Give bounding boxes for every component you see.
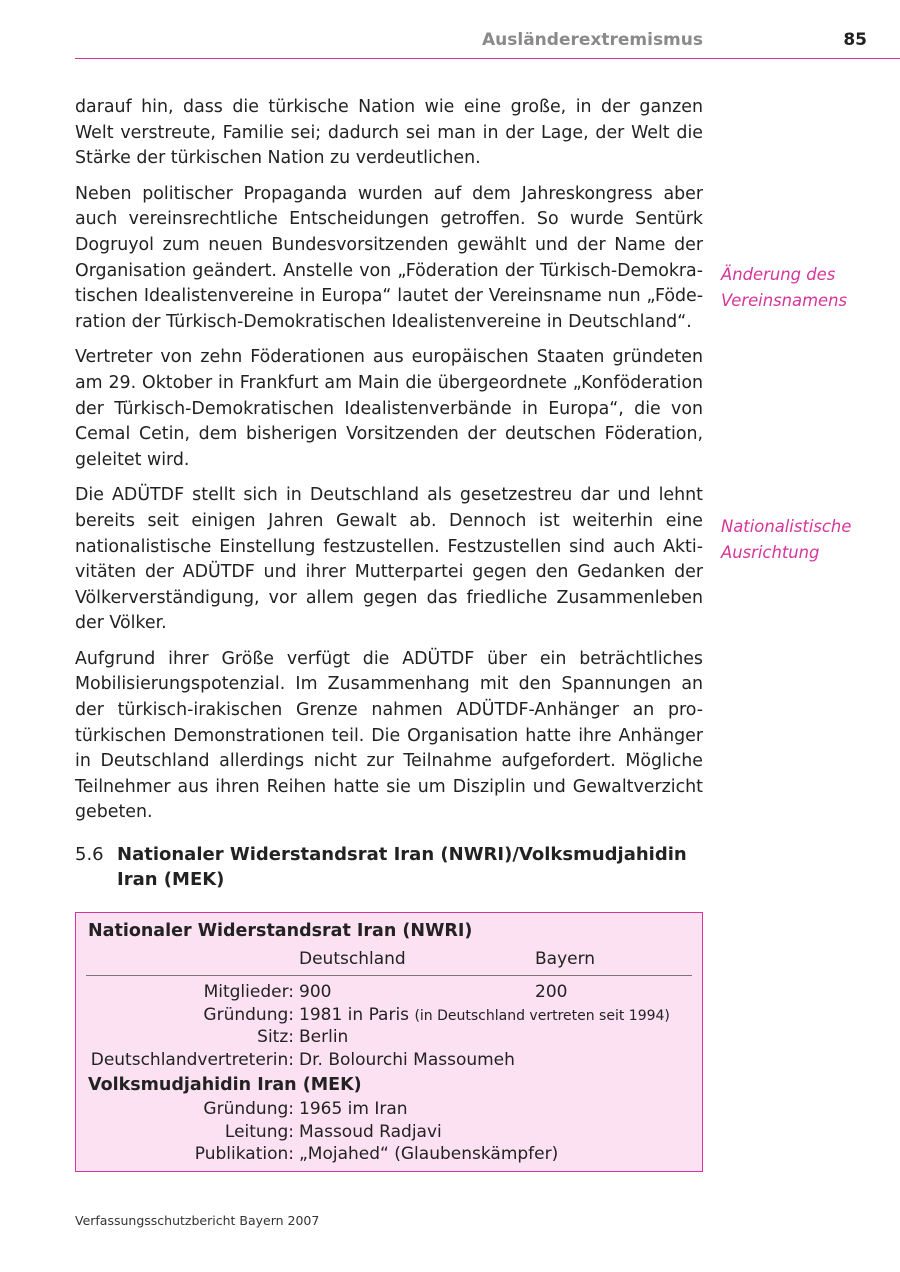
page-header xyxy=(75,28,900,59)
header-title: Ausländerextremismus xyxy=(482,30,703,50)
table-row xyxy=(76,1098,702,1121)
margin-note-nationalism xyxy=(721,514,896,565)
mek-publication-value: „Mojahed“ (Glaubenskämpfer) xyxy=(299,1144,559,1164)
seat-label: Sitz: xyxy=(257,1027,294,1047)
table-row xyxy=(76,1121,702,1144)
table-row xyxy=(76,1026,702,1049)
mek-lead-label: Leitung: xyxy=(224,1121,294,1142)
members-label: Mitglieder: xyxy=(203,982,294,1002)
paragraph: Vertreter von zehn Föderationen aus europäischen Staaten gründeten am 29. Oktober in Frankfurt am Main die übergeordnete „Konföderation der Türkisch-Demokratischen Idealistenverbände in Europa“, die von Cemal Cetin, dem bisherigen Vorsitzenden der deutschen Föderation, geleitet wird. xyxy=(75,347,703,470)
table-row xyxy=(76,1004,702,1027)
table-row xyxy=(76,1049,702,1072)
founding-place: 1981 in Paris xyxy=(299,1004,410,1025)
section-title: Nationaler Widerstandsrat Iran (NWRI)/Volksmudjahidin Iran (MEK) xyxy=(117,844,687,890)
section-number: 5.6 xyxy=(75,844,104,865)
representative-label: Deutschlandvertreterin: xyxy=(90,1049,294,1070)
margin-note-line: Ausrichtung xyxy=(721,542,820,562)
mek-lead-value: Massoud Radjavi xyxy=(299,1121,442,1142)
seat-value: Berlin xyxy=(299,1027,349,1047)
nwri-heading: Nationaler Widerstandsrat Iran (NWRI) xyxy=(88,921,473,941)
founding-value xyxy=(299,1004,670,1028)
paragraph: darauf hin, dass die türkische Nation wie eine große, in der ganzen Welt verstreute, Familie sei; dadurch sei man in der Lage, der Welt die Stärke der türkischen Nation zu verdeutlichen. xyxy=(75,97,703,169)
column-header-bavaria: Bayern xyxy=(535,949,596,969)
column-header-germany: Deutschland xyxy=(299,949,406,969)
paragraph: Aufgrund ihrer Größe verfügt die ADÜTDF über ein beträchtliches Mobilisierungspotenzial. Im Zusammenhang mit den Spannungen an der türkisch-irakischen Grenze nahmen ADÜTDF-Anhänger an pro-türkischen Demonstrationen teil. Die Organisation hatte ihre Anhänger in Deutschland allerdings nicht zur Teilnahme aufgefordert. Mögliche Teilnehmer aus ihren Reihen hatte sie um Disziplin und Gewaltverzicht gebeten. xyxy=(75,648,703,823)
mek-founding-label: Gründung: xyxy=(203,1099,294,1119)
members-germany: 900 xyxy=(299,982,332,1002)
mek-founding-value: 1965 im Iran xyxy=(299,1099,408,1119)
mek-publication-label: Publikation: xyxy=(194,1144,294,1164)
founding-label: Gründung: xyxy=(203,1004,294,1025)
mek-heading: Volksmudjahidin Iran (MEK) xyxy=(88,1075,362,1095)
section-heading xyxy=(75,842,703,892)
founding-note: (in Deutschland vertreten seit 1994) xyxy=(414,1007,670,1024)
paragraph: Die ADÜTDF stellt sich in Deutschland als gesetzestreu dar und lehnt bereits seit einigen Jahren Gewalt ab. Dennoch ist weiterhin eine nationalistische Einstellung festzustellen. Festzustellen sind auch Aktivitäten der ADÜTDF und ihrer Mutterpartei gegen den Gedanken der Völkerverständigung, vor allem gegen das friedliche Zusammenleben der Völker. xyxy=(75,485,703,634)
representative-value: Dr. Bolourchi Massoumeh xyxy=(299,1049,515,1070)
body-text xyxy=(75,95,703,836)
page-number: 85 xyxy=(843,30,867,50)
info-box xyxy=(75,912,703,1172)
margin-note-name-change xyxy=(721,262,896,313)
margin-note-line: Vereinsnamens xyxy=(721,290,848,310)
table-row xyxy=(76,981,702,1004)
paragraph: Neben politischer Propaganda wurden auf dem Jahreskongress aber auch vereinsrechtliche Entscheidungen getroffen. So wurde Sentürk Dogruyol zum neuen Bundesvorsitzenden gewählt und der Name der Organisation geändert. Anstelle von „Föderation der Türkisch-Demokratischen Idealistenvereine in Europa“ lautet der Vereinsname nun „Föderation der Türkisch-Demokratischen Idealistenvereine in Deutschland“. xyxy=(75,183,703,332)
divider xyxy=(86,975,692,976)
table-row xyxy=(76,1143,702,1166)
page-footer: Verfassungsschutzbericht Bayern 2007 xyxy=(75,1213,320,1228)
margin-note-line: Änderung des xyxy=(721,265,836,284)
members-bavaria: 200 xyxy=(535,982,568,1002)
margin-note-line: Nationalistische xyxy=(721,517,852,536)
